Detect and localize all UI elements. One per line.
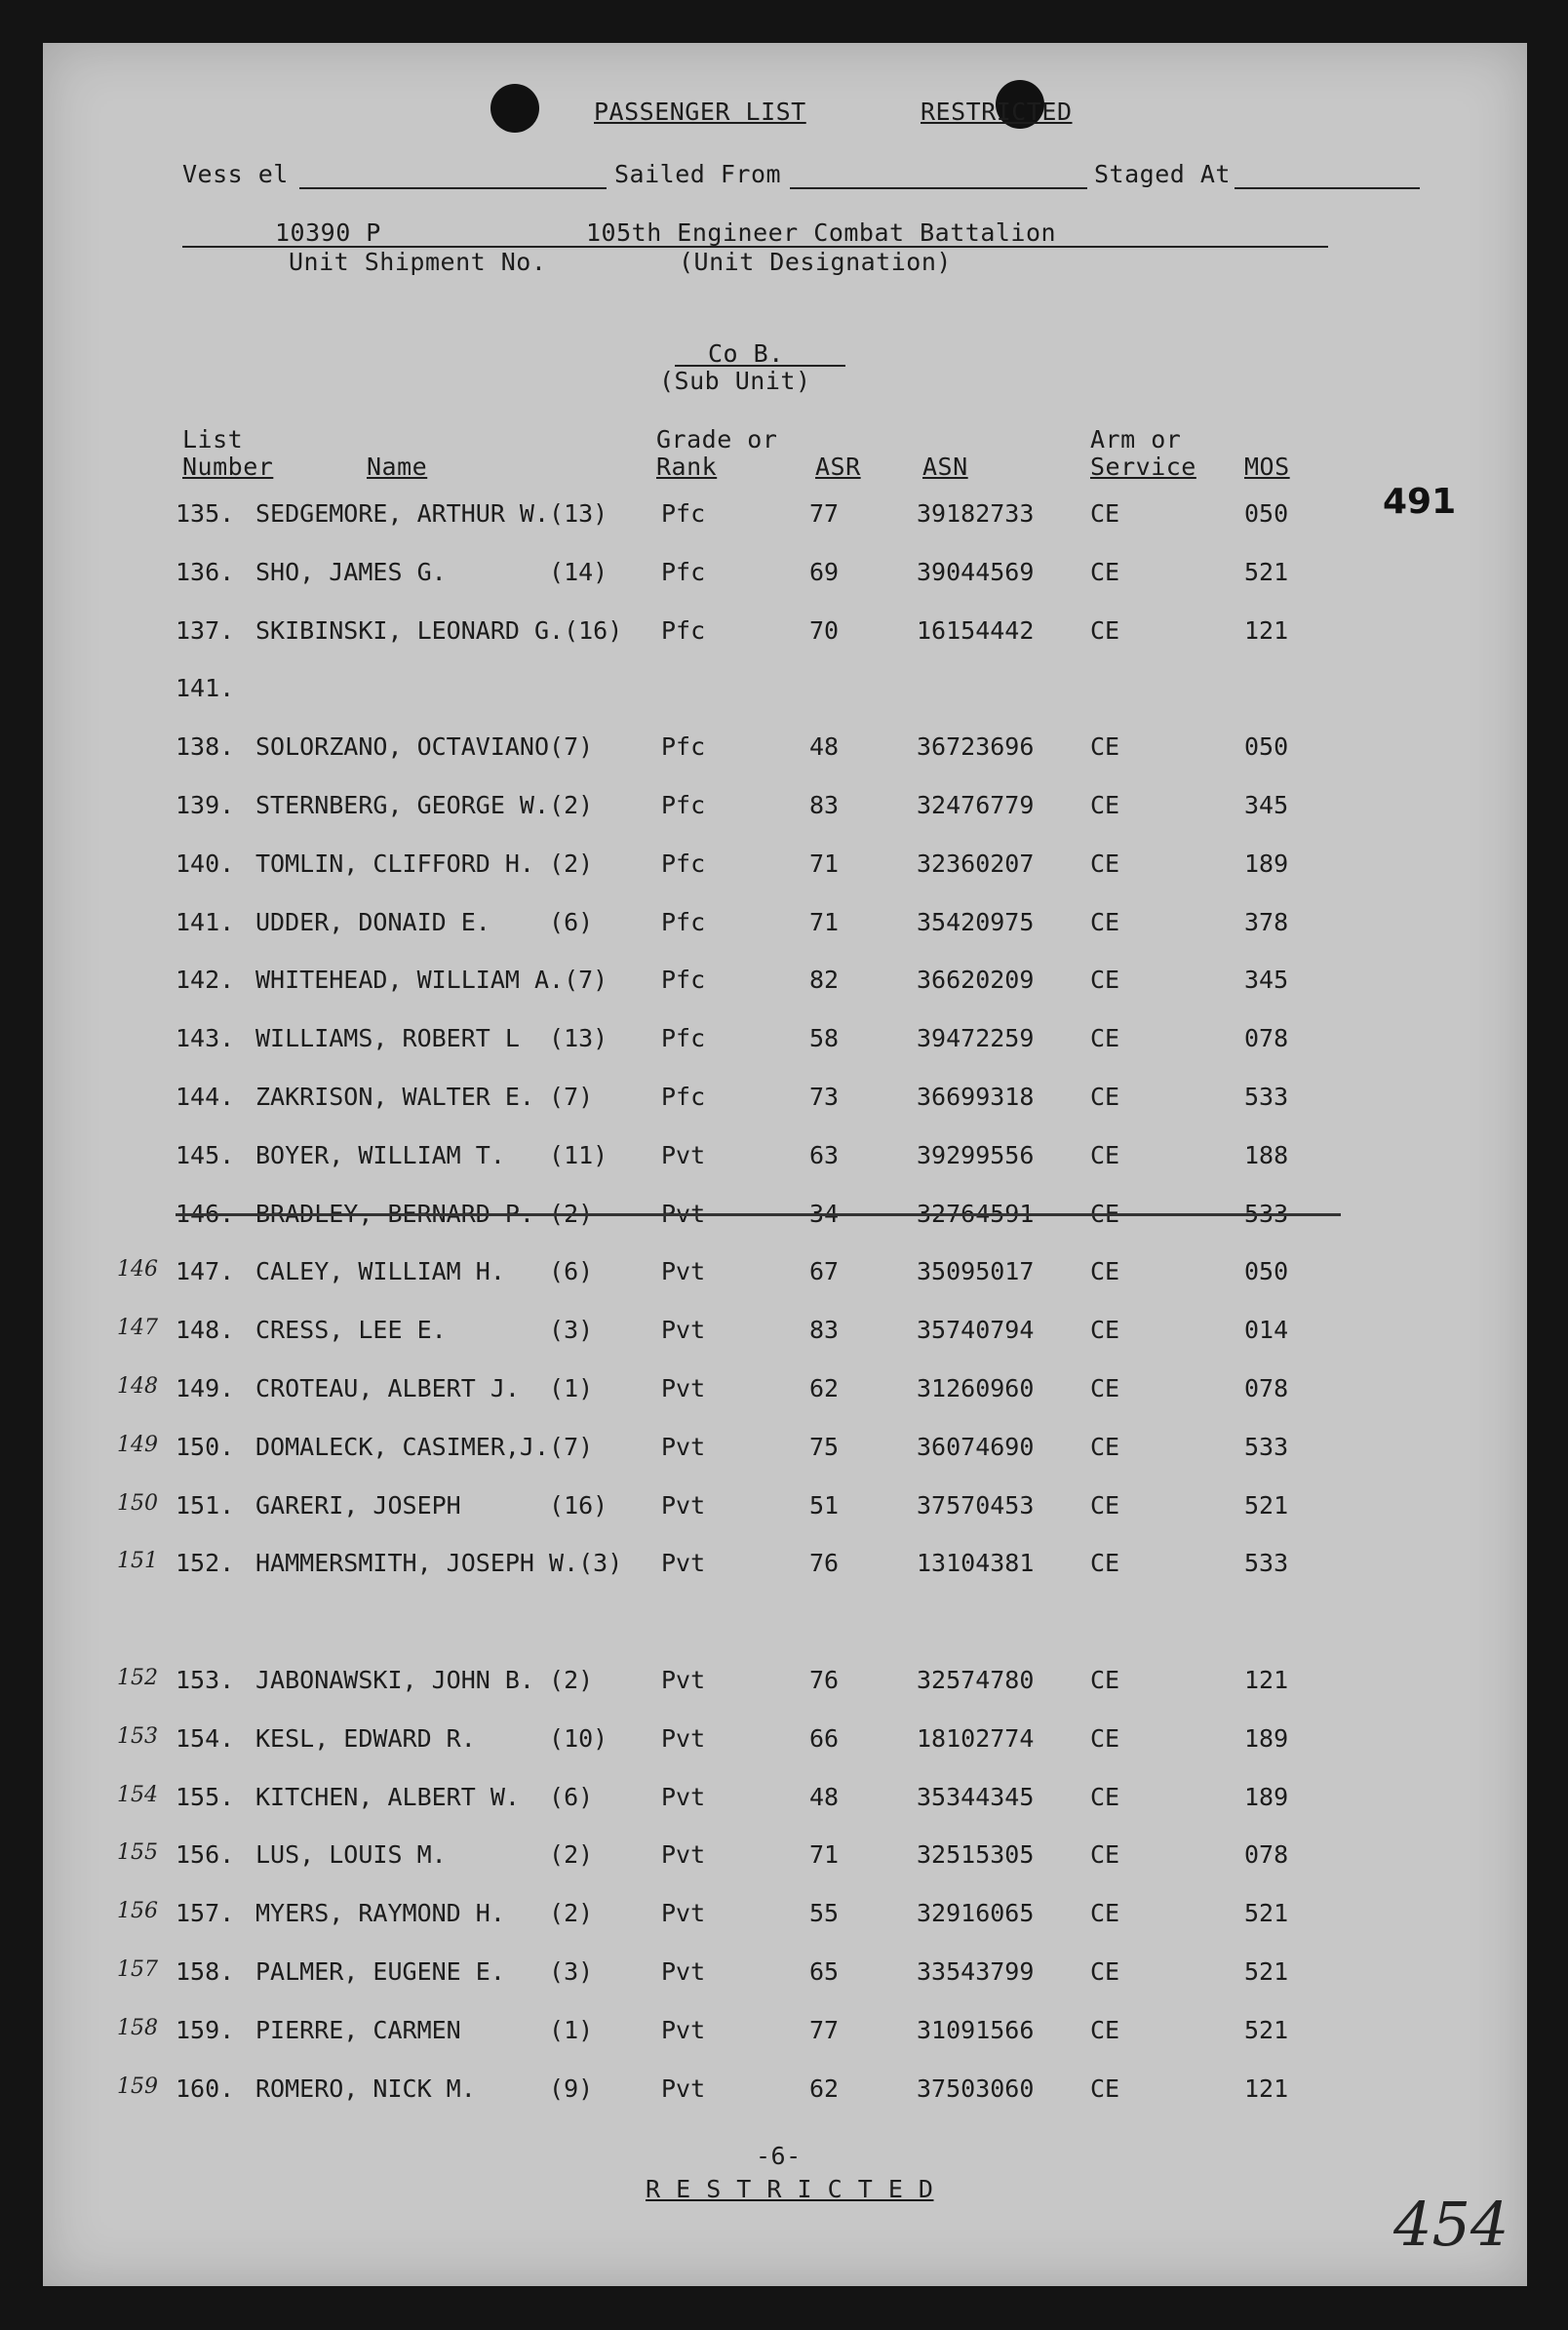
punch-hole-left	[490, 84, 539, 133]
row-asr: 62	[809, 1374, 840, 1402]
row-asn: 31260960	[917, 1374, 1035, 1402]
row-mos: 533	[1244, 1199, 1289, 1228]
col-grade: Rank	[656, 453, 718, 481]
row-mos: 533	[1244, 1549, 1289, 1578]
row-mos: 521	[1244, 1490, 1289, 1520]
row-handwritten-number: 148	[117, 1374, 158, 1399]
row-asr: 76	[809, 1666, 840, 1694]
row-grade: Pvt	[661, 1782, 706, 1811]
row-mos: 050	[1244, 499, 1289, 528]
row-list-number: 144.	[176, 1083, 235, 1111]
row-list-number: 158.	[176, 1957, 235, 1986]
row-name: TOMLIN, CLIFFORD H. (2)	[255, 849, 594, 878]
row-mos: 533	[1244, 1083, 1289, 1111]
unit-designation-label: (Unit Designation)	[679, 248, 952, 276]
table-row	[43, 1433, 1408, 1464]
row-mos: 189	[1244, 849, 1289, 878]
page-title: PASSENGER LIST	[594, 98, 806, 126]
row-asr: 69	[809, 557, 840, 586]
row-handwritten-number: 146	[117, 1257, 158, 1283]
row-asn: 39182733	[917, 499, 1035, 528]
row-grade: Pvt	[661, 1666, 706, 1694]
row-asn: 36723696	[917, 732, 1035, 762]
row-asn: 35420975	[917, 907, 1035, 936]
row-asn: 35095017	[917, 1257, 1035, 1286]
table-row	[43, 558, 1408, 589]
row-mos: 189	[1244, 1782, 1289, 1811]
row-asr: 77	[809, 499, 840, 528]
row-asn: 31091566	[917, 2015, 1035, 2044]
page-reference-number: 491	[1383, 482, 1457, 522]
table-row	[43, 1724, 1408, 1756]
col-grade-top: Grade or	[656, 425, 778, 454]
row-asn: 37503060	[917, 2073, 1035, 2103]
row-arm: CE	[1090, 1024, 1120, 1053]
unit-designation: 105th Engineer Combat Battalion	[586, 218, 1057, 247]
row-name: PALMER, EUGENE E. (3)	[255, 1957, 594, 1986]
row-name: UDDER, DONAID E. (6)	[255, 907, 594, 936]
table-row	[43, 849, 1408, 881]
row-asr: 71	[809, 849, 840, 878]
row-grade: Pfc	[661, 1024, 706, 1053]
row-list-number: 157.	[176, 1899, 235, 1928]
row-grade: Pvt	[661, 1257, 706, 1286]
sub-unit-label: (Sub Unit)	[659, 367, 811, 395]
row-grade: Pvt	[661, 1723, 706, 1753]
footer-classification: R E S T R I C T E D	[646, 2175, 934, 2203]
row-mos: 050	[1244, 732, 1289, 762]
row-grade: Pvt	[661, 1374, 706, 1402]
row-grade: Pvt	[661, 2073, 706, 2103]
row-grade: Pvt	[661, 1199, 706, 1228]
row-mos: 521	[1244, 557, 1289, 586]
row-name: SEDGEMORE, ARTHUR W.(13)	[255, 499, 608, 528]
row-list-number: 160.	[176, 2073, 235, 2103]
row-asn: 35344345	[917, 1782, 1035, 1811]
row-list-number: 137.	[176, 615, 235, 645]
row-grade: Pvt	[661, 1899, 706, 1928]
table-row	[43, 499, 1408, 531]
row-asn: 36074690	[917, 1432, 1035, 1461]
row-list-number: 145.	[176, 1140, 235, 1169]
row-arm: CE	[1090, 1432, 1120, 1461]
row-asn: 32515305	[917, 1840, 1035, 1870]
row-asn: 16154442	[917, 615, 1035, 645]
row-handwritten-number: 158	[117, 2015, 158, 2040]
row-asr: 62	[809, 2073, 840, 2103]
table-row	[43, 1783, 1408, 1814]
passenger-list-page	[43, 43, 1527, 2286]
row-name: JABONAWSKI, JOHN B. (2)	[255, 1666, 594, 1694]
row-name: BRADLEY, BERNARD P. (2)	[255, 1199, 594, 1228]
row-asn: 36620209	[917, 966, 1035, 995]
row-mos: 050	[1244, 1257, 1289, 1286]
row-asr: 76	[809, 1549, 840, 1578]
row-arm: CE	[1090, 557, 1120, 586]
row-handwritten-number: 157	[117, 1957, 158, 1982]
row-name: KESL, EDWARD R. (10)	[255, 1723, 608, 1753]
row-asr: 82	[809, 966, 840, 995]
row-name: KITCHEN, ALBERT W. (6)	[255, 1782, 594, 1811]
row-mos: 078	[1244, 1024, 1289, 1053]
row-arm: CE	[1090, 2073, 1120, 2103]
handwritten-page-number: 454	[1393, 2189, 1509, 2260]
row-asr: 75	[809, 1432, 840, 1461]
row-list-number: 140.	[176, 849, 235, 878]
row-asn: 39299556	[917, 1140, 1035, 1169]
table-row	[43, 732, 1408, 764]
row-mos: 078	[1244, 1840, 1289, 1870]
row-list-number: 152.	[176, 1549, 235, 1578]
row-grade: Pvt	[661, 1140, 706, 1169]
row-name: CRESS, LEE E. (3)	[255, 1316, 594, 1345]
row-name: MYERS, RAYMOND H. (2)	[255, 1899, 594, 1928]
table-row	[43, 908, 1408, 939]
row-handwritten-number: 147	[117, 1316, 158, 1341]
col-asn: ASN	[922, 453, 968, 481]
row-mos: 521	[1244, 1899, 1289, 1928]
row-handwritten-number: 150	[117, 1490, 158, 1516]
row-asn: 33543799	[917, 1957, 1035, 1986]
row-arm: CE	[1090, 966, 1120, 995]
table-row	[43, 2074, 1408, 2106]
footer-page-number: -6-	[756, 2142, 802, 2170]
row-asr: 58	[809, 1024, 840, 1053]
table-row	[43, 791, 1408, 822]
row-name: GARERI, JOSEPH (16)	[255, 1490, 608, 1520]
sub-unit: Co B.	[708, 339, 784, 368]
row-list-number: 155.	[176, 1782, 235, 1811]
row-arm: CE	[1090, 615, 1120, 645]
row-list-number: 153.	[176, 1666, 235, 1694]
row-arm: CE	[1090, 732, 1120, 762]
table-row	[43, 1549, 1408, 1580]
table-row	[43, 1491, 1408, 1522]
row-name: STERNBERG, GEORGE W.(2)	[255, 791, 594, 819]
sailed-from-label: Sailed From	[614, 160, 782, 188]
row-grade: Pvt	[661, 1549, 706, 1578]
row-asn: 36699318	[917, 1083, 1035, 1111]
row-arm: CE	[1090, 1549, 1120, 1578]
row-grade: Pfc	[661, 499, 706, 528]
table-row	[43, 1024, 1408, 1055]
row-mos: 121	[1244, 615, 1289, 645]
row-arm: CE	[1090, 1490, 1120, 1520]
row-list-number: 141.	[176, 674, 235, 703]
row-arm: CE	[1090, 1140, 1120, 1169]
table-row	[43, 1083, 1408, 1114]
row-grade: Pfc	[661, 1083, 706, 1111]
table-row	[43, 1374, 1408, 1405]
row-list-number: 135.	[176, 499, 235, 528]
row-list-number: 138.	[176, 732, 235, 762]
row-list-number: 154.	[176, 1723, 235, 1753]
row-name: HAMMERSMITH, JOSEPH W.(3)	[255, 1549, 623, 1578]
row-list-number: 148.	[176, 1316, 235, 1345]
row-asr: 55	[809, 1899, 840, 1928]
row-grade: Pfc	[661, 557, 706, 586]
row-mos: 188	[1244, 1140, 1289, 1169]
row-arm: CE	[1090, 1899, 1120, 1928]
table-row	[43, 1257, 1408, 1288]
table-row	[43, 1840, 1408, 1872]
table-row	[43, 1957, 1408, 1989]
row-asr: 66	[809, 1723, 840, 1753]
row-grade: Pvt	[661, 1957, 706, 1986]
table-row	[43, 1200, 1408, 1231]
row-asr: 83	[809, 791, 840, 819]
row-mos: 378	[1244, 907, 1289, 936]
table-row	[43, 1899, 1408, 1930]
row-list-number: 151.	[176, 1490, 235, 1520]
table-row	[43, 616, 1408, 648]
row-mos: 078	[1244, 1374, 1289, 1402]
row-asr: 48	[809, 732, 840, 762]
row-arm: CE	[1090, 1083, 1120, 1111]
classification-top: RESTRICTED	[921, 98, 1073, 126]
row-asr: 71	[809, 907, 840, 936]
row-asr: 48	[809, 1782, 840, 1811]
row-asr: 73	[809, 1083, 840, 1111]
row-grade: Pfc	[661, 791, 706, 819]
row-arm: CE	[1090, 1316, 1120, 1345]
unit-shipment-number: 10390 P	[275, 218, 381, 247]
unit-shipment-label: Unit Shipment No.	[289, 248, 547, 276]
col-arm-top: Arm or	[1090, 425, 1182, 454]
col-list-number-top: List	[182, 425, 244, 454]
row-mos: 014	[1244, 1316, 1289, 1345]
row-asr: 67	[809, 1257, 840, 1286]
row-arm: CE	[1090, 1840, 1120, 1870]
row-name: PIERRE, CARMEN (1)	[255, 2015, 594, 2044]
row-handwritten-number: 159	[117, 2073, 158, 2099]
row-mos: 121	[1244, 2073, 1289, 2103]
row-asn: 32574780	[917, 1666, 1035, 1694]
row-mos: 345	[1244, 966, 1289, 995]
row-mos: 189	[1244, 1723, 1289, 1753]
row-list-number: 142.	[176, 966, 235, 995]
row-asn: 32476779	[917, 791, 1035, 819]
table-row	[43, 674, 1408, 705]
row-name: CROTEAU, ALBERT J. (1)	[255, 1374, 594, 1402]
table-row	[43, 966, 1408, 997]
row-name: CALEY, WILLIAM H. (6)	[255, 1257, 594, 1286]
staged-at-label: Staged At	[1094, 160, 1231, 188]
row-list-number: 150.	[176, 1432, 235, 1461]
row-name: SOLORZANO, OCTAVIANO(7)	[255, 732, 594, 762]
row-list-number: 156.	[176, 1840, 235, 1870]
row-asn: 13104381	[917, 1549, 1035, 1578]
row-grade: Pvt	[661, 1432, 706, 1461]
row-asr: 51	[809, 1490, 840, 1520]
row-handwritten-number: 154	[117, 1782, 158, 1807]
row-asn: 39472259	[917, 1024, 1035, 1053]
row-name: ZAKRISON, WALTER E. (7)	[255, 1083, 594, 1111]
row-list-number: 159.	[176, 2015, 235, 2044]
row-arm: CE	[1090, 1957, 1120, 1986]
row-asn: 32360207	[917, 849, 1035, 878]
row-arm: CE	[1090, 2015, 1120, 2044]
row-grade: Pfc	[661, 732, 706, 762]
table-row	[43, 2016, 1408, 2047]
vessel-field-line	[299, 187, 607, 189]
row-list-number: 143.	[176, 1024, 235, 1053]
row-asn: 37570453	[917, 1490, 1035, 1520]
row-handwritten-number: 149	[117, 1432, 158, 1457]
row-handwritten-number: 155	[117, 1840, 158, 1866]
table-row	[43, 1666, 1408, 1697]
col-asr: ASR	[815, 453, 861, 481]
table-row	[43, 1607, 1408, 1639]
row-handwritten-number: 156	[117, 1899, 158, 1924]
row-grade: Pvt	[661, 1316, 706, 1345]
row-name: LUS, LOUIS M. (2)	[255, 1840, 594, 1870]
row-handwritten-number: 153	[117, 1723, 158, 1749]
row-arm: CE	[1090, 499, 1120, 528]
row-asr: 77	[809, 2015, 840, 2044]
row-name: SHO, JAMES G. (14)	[255, 557, 608, 586]
strikethrough-line	[176, 1213, 1341, 1216]
vessel-label: Vess el	[182, 160, 289, 188]
row-handwritten-number: 152	[117, 1666, 158, 1690]
col-arm: Service	[1090, 453, 1196, 481]
row-grade: Pvt	[661, 2015, 706, 2044]
row-arm: CE	[1090, 1666, 1120, 1694]
row-arm: CE	[1090, 791, 1120, 819]
row-asr: 65	[809, 1957, 840, 1986]
row-grade: Pfc	[661, 615, 706, 645]
row-arm: CE	[1090, 1782, 1120, 1811]
row-list-number: 149.	[176, 1374, 235, 1402]
row-list-number: 147.	[176, 1257, 235, 1286]
row-grade: Pfc	[661, 907, 706, 936]
table-row	[43, 1316, 1408, 1347]
row-name: ROMERO, NICK M. (9)	[255, 2073, 594, 2103]
row-asr: 34	[809, 1199, 840, 1228]
row-name: WHITEHEAD, WILLIAM A.(7)	[255, 966, 608, 995]
row-arm: CE	[1090, 1257, 1120, 1286]
row-asr: 70	[809, 615, 840, 645]
col-name: Name	[367, 453, 428, 481]
row-mos: 521	[1244, 1957, 1289, 1986]
row-mos: 121	[1244, 1666, 1289, 1694]
row-mos: 533	[1244, 1432, 1289, 1461]
row-grade: Pvt	[661, 1490, 706, 1520]
row-list-number: 139.	[176, 791, 235, 819]
row-asr: 71	[809, 1840, 840, 1870]
row-list-number: 141.	[176, 907, 235, 936]
table-row	[43, 1141, 1408, 1172]
row-arm: CE	[1090, 1199, 1120, 1228]
row-asn: 32764591	[917, 1199, 1035, 1228]
row-arm: CE	[1090, 907, 1120, 936]
row-name: SKIBINSKI, LEONARD G.(16)	[255, 615, 623, 645]
row-list-number: 146.	[176, 1199, 235, 1228]
row-name: BOYER, WILLIAM T. (11)	[255, 1140, 608, 1169]
row-grade: Pfc	[661, 849, 706, 878]
row-arm: CE	[1090, 849, 1120, 878]
sailed-from-field-line	[790, 187, 1087, 189]
row-name: DOMALECK, CASIMER,J.(7)	[255, 1432, 594, 1461]
row-mos: 521	[1244, 2015, 1289, 2044]
col-list-number: Number	[182, 453, 274, 481]
row-asr: 83	[809, 1316, 840, 1345]
row-list-number: 136.	[176, 557, 235, 586]
row-asn: 35740794	[917, 1316, 1035, 1345]
row-asn: 18102774	[917, 1723, 1035, 1753]
row-asn: 39044569	[917, 557, 1035, 586]
staged-at-field-line	[1235, 187, 1420, 189]
row-asr: 63	[809, 1140, 840, 1169]
row-grade: Pfc	[661, 966, 706, 995]
row-mos: 345	[1244, 791, 1289, 819]
row-grade: Pvt	[661, 1840, 706, 1870]
row-arm: CE	[1090, 1723, 1120, 1753]
row-handwritten-number: 151	[117, 1549, 158, 1574]
col-mos: MOS	[1244, 453, 1290, 481]
row-arm: CE	[1090, 1374, 1120, 1402]
row-asn: 32916065	[917, 1899, 1035, 1928]
row-name: WILLIAMS, ROBERT L (13)	[255, 1024, 608, 1053]
